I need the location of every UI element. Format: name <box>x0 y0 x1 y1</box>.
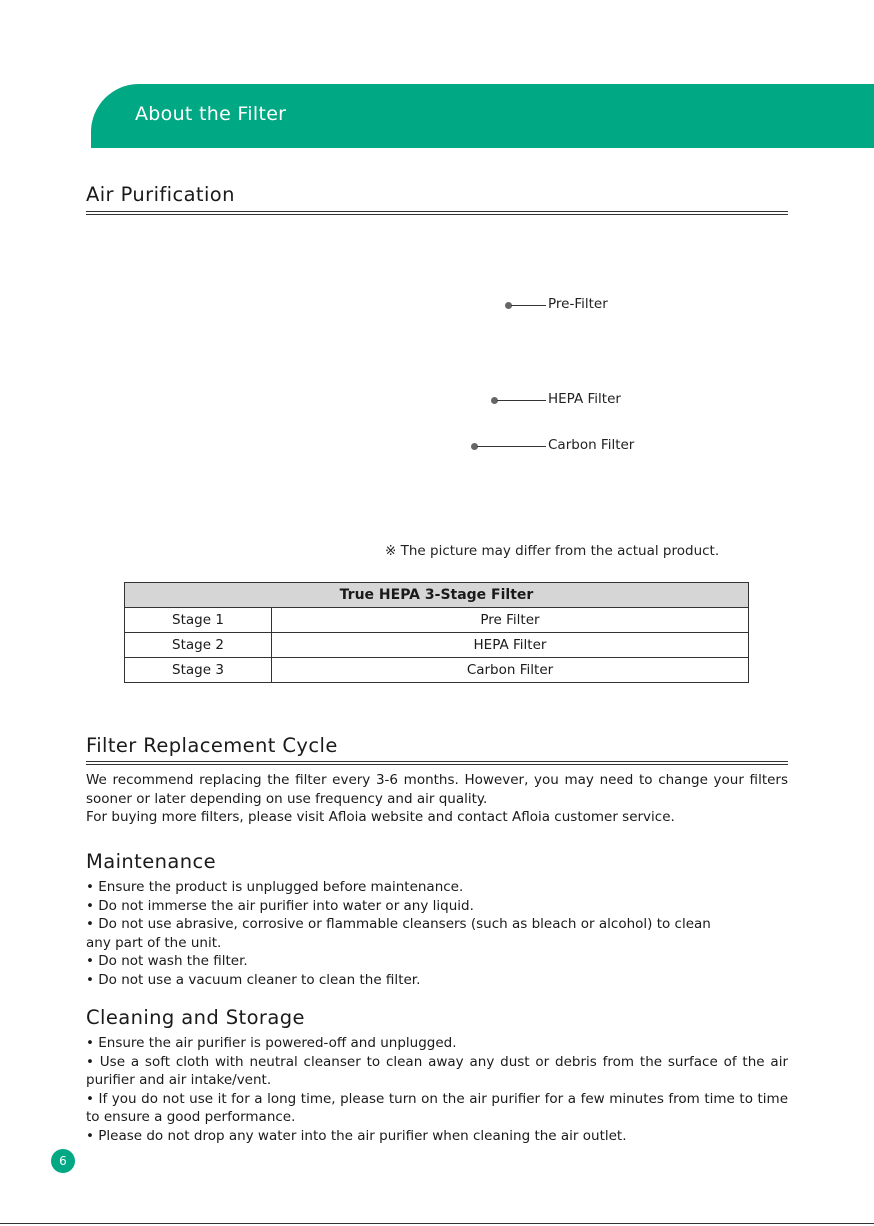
section-rule <box>86 761 788 765</box>
list-item: • Please do not drop any water into the air purifier when cleaning the air outlet. <box>86 1127 627 1144</box>
list-item: • Do not use a vacuum cleaner to clean the filter. <box>86 971 421 988</box>
list-item: • Do not wash the filter. <box>86 953 248 969</box>
callout-label: Pre-Filter <box>548 296 608 312</box>
header-banner <box>91 84 874 148</box>
filter-stage-table <box>124 582 749 683</box>
filter-cell: Carbon Filter <box>272 658 749 683</box>
list-item: • Do not immerse the air purifier into water or any liquid. <box>86 897 474 914</box>
stage-cell: Stage 3 <box>125 658 272 683</box>
cleaning-list <box>86 1034 788 1145</box>
callout-line <box>497 400 546 401</box>
list-item: • If you do not use it for a long time, please turn on the air purifier for a few minutes from time to time to ensure a good performance. <box>86 1090 788 1125</box>
list-item: • Ensure the air purifier is powered-off and unplugged. <box>86 1035 457 1051</box>
section-title-maintenance: Maintenance <box>86 850 216 873</box>
filter-cell: Pre Filter <box>272 608 749 633</box>
replacement-text <box>86 771 788 827</box>
section-rule <box>86 211 788 215</box>
list-item: • Ensure the product is unplugged before maintenance. <box>86 879 464 895</box>
callout-line <box>511 305 546 306</box>
table-row <box>125 658 749 683</box>
filter-cell: HEPA Filter <box>272 633 749 658</box>
callout-label: HEPA Filter <box>548 391 621 407</box>
section-title-cleaning: Cleaning and Storage <box>86 1006 305 1029</box>
stage-cell: Stage 1 <box>125 608 272 633</box>
page-title: About the Filter <box>135 103 287 125</box>
table-header-row <box>125 583 749 608</box>
callout-label: Carbon Filter <box>548 437 635 453</box>
table-header: True HEPA 3-Stage Filter <box>125 583 749 608</box>
callout-line <box>477 446 546 447</box>
list-item: • Use a soft cloth with neutral cleanser to clean away any dust or debris from the surface of the air purifier and air intake/vent. <box>86 1053 788 1088</box>
section-title-replacement: Filter Replacement Cycle <box>86 734 338 757</box>
maintenance-list <box>86 878 788 989</box>
page-number-badge: 6 <box>51 1149 75 1173</box>
table-row <box>125 633 749 658</box>
replacement-paragraph: For buying more filters, please visit Afloia website and contact Afloia customer service. <box>86 809 675 825</box>
page-bottom-rule <box>0 1223 874 1224</box>
section-title-air-purification: Air Purification <box>86 183 235 206</box>
picture-disclaimer: ※ The picture may differ from the actual product. <box>385 543 720 559</box>
table-row <box>125 608 749 633</box>
stage-cell: Stage 2 <box>125 633 272 658</box>
list-item: • Do not use abrasive, corrosive or flammable cleansers (such as bleach or alcohol) to clean any part of the unit. <box>86 916 711 951</box>
replacement-paragraph: We recommend replacing the filter every 3-6 months. However, you may need to change your filters sooner or later depending on use frequency and air quality. <box>86 772 788 807</box>
